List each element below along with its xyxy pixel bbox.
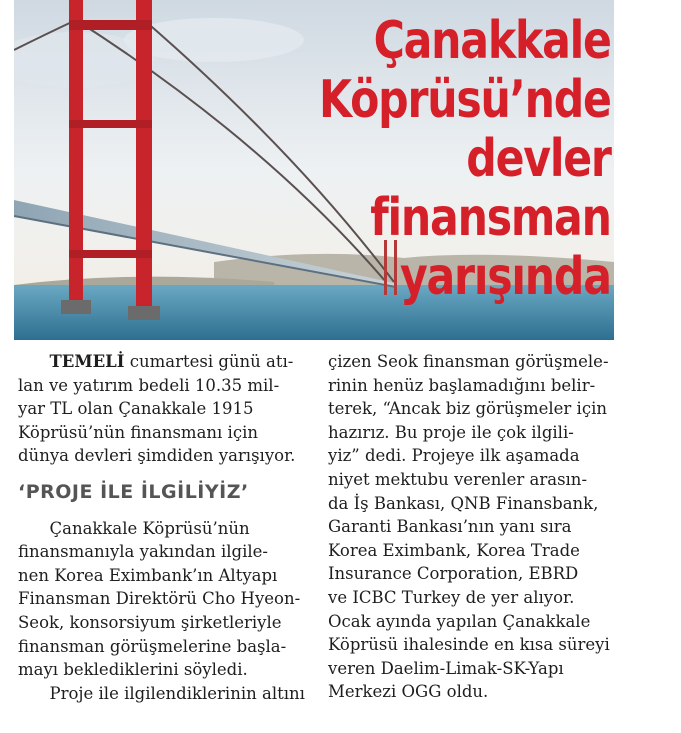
headline [319,12,611,307]
headline-line-2: Köprüsü’nde [319,70,611,130]
col2-line-8: Garanti Bankası’nın yanı sıra [328,517,572,537]
lead-line-2: lan ve yatırım bedeli 10.35 mil- [18,375,280,395]
article-column-2 [328,350,620,704]
para1-text-1: Çanakkale Köprüsü’nün [49,518,250,538]
para1-line-2: finansmanıyla yakından ilgile- [18,542,268,562]
headline-line-3: devler [466,129,611,189]
para1-line-3: nen Korea Eximbank’ın Altyapı [18,565,278,585]
col2-line-14: veren Daelim-Limak-SK-Yapı [328,658,564,678]
headline-line-4: finansman [370,188,611,248]
col2-line-7: da İş Bankası, QNB Finansbank, [328,493,599,513]
lead-text-1: cumartesi günü atı- [124,352,294,371]
col2-line-2: rinin henüz başlamadığını belir- [328,375,596,395]
col2-line-6: niyet mektubu verenler arasın- [328,469,588,489]
col2-line-10: Insurance Corporation, EBRD [328,564,579,584]
lead-line-4: Köprüsü’nün finansmanı için [18,422,258,442]
para1-line-1 [18,517,310,541]
col2-line-13: Köprüsü ihalesinde en kısa süreyi [328,635,610,655]
lead-line-5: dünya devleri şimdiden yarışıyor. [18,446,296,466]
col2-line-9: Korea Eximbank, Korea Trade [328,540,580,560]
col2-line-4: hazırız. Bu proje ile çok ilgili- [328,422,574,442]
col2-line-12: Ocak ayında yapılan Çanakkale [328,611,591,631]
lead-line-1 [18,350,310,374]
para2-line-1 [18,682,310,706]
col2-line-11: ve ICBC Turkey de yer alıyor. [328,587,575,607]
paragraph-2-continued [328,350,620,704]
headline-line-5: yarışında [400,247,611,307]
lead-paragraph [18,350,310,468]
lead-word: TEMELİ [49,352,125,371]
para1-line-5: Seok, konsorsiyum şirketleriyle [18,612,282,632]
lead-line-3: yar TL olan Çanakkale 1915 [18,399,254,419]
col2-line-15: Merkezi OGG oldu. [328,682,489,702]
paragraph-1 [18,517,310,706]
para2-text-1: Proje ile ilgilendiklerinin altını [49,683,305,703]
col2-line-3: terek, “Ancak biz görüşmeler için [328,399,607,419]
para1-line-7: mayı beklediklerini söyledi. [18,660,248,680]
para1-line-6: finansman görüşmelerine başla- [18,636,287,656]
article-column-1 [18,350,310,705]
para1-line-4: Finansman Direktörü Cho Hyeon- [18,589,301,609]
subheading: ‘PROJE İLE İLGİLİYİZ’ [18,480,249,503]
headline-line-1: Çanakkale [373,11,611,71]
col2-line-5: yiz” dedi. Projeye ilk aşamada [328,446,580,466]
col2-line-1: çizen Seok finansman görüşmele- [328,352,609,371]
